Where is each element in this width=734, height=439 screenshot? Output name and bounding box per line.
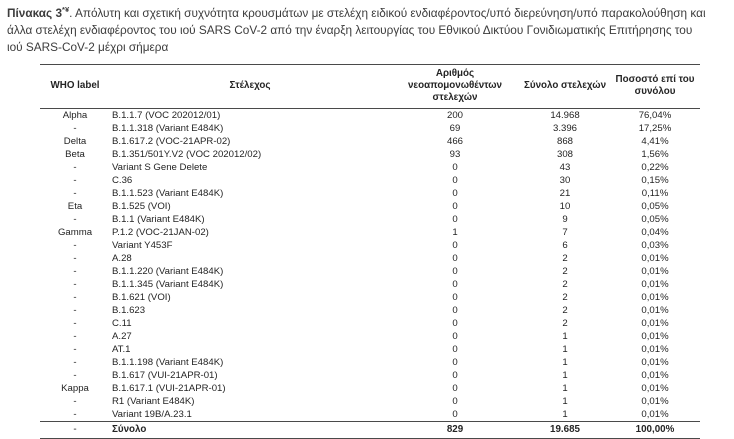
cell-new-count: 0 [452, 278, 458, 290]
cell-who: - [73, 408, 77, 420]
cell-new-count: 0 [452, 317, 458, 329]
cell-pct: 0,05% [641, 213, 669, 225]
table-row [40, 304, 700, 317]
cell-who: - [73, 252, 77, 264]
cell-new-count: 0 [452, 330, 458, 342]
table-total-row [40, 421, 700, 438]
cell-who: - [73, 317, 77, 329]
cell-strain: B.1.623 [112, 304, 146, 316]
cell-who: Eta [67, 200, 83, 212]
cell-who: - [73, 174, 77, 186]
cell-who: - [73, 239, 77, 251]
cell-who: - [73, 187, 77, 199]
cell-pct: 0,01% [641, 291, 669, 303]
cell-new-count: 0 [452, 161, 458, 173]
total-label: Σύνολο [110, 421, 390, 438]
cell-pct: 0,04% [641, 226, 669, 238]
cell-who: - [73, 265, 77, 277]
header-who-label: WHO label [40, 65, 110, 109]
cell-pct: 17,25% [638, 122, 672, 134]
cell-total-count: 1 [562, 356, 568, 368]
cell-total-count: 308 [556, 148, 573, 160]
table-row [40, 122, 700, 135]
cell-pct: 0,01% [641, 252, 669, 264]
table-row [40, 161, 700, 174]
cell-pct: 0,01% [641, 304, 669, 316]
cell-pct: 0,22% [641, 161, 669, 173]
cell-new-count: 0 [452, 239, 458, 251]
cell-new-count: 0 [452, 369, 458, 381]
cell-total-count: 1 [562, 343, 568, 355]
cell-strain: Variant 19B/A.23.1 [112, 408, 192, 420]
cell-new-count: 0 [452, 382, 458, 394]
table-row [40, 343, 700, 356]
cell-who: - [73, 395, 77, 407]
cell-pct: 0,01% [641, 369, 669, 381]
table-row [40, 265, 700, 278]
cell-who: - [73, 330, 77, 342]
cell-strain: B.1.1.198 (Variant E484K) [112, 356, 224, 368]
cell-new-count: 0 [452, 304, 458, 316]
cell-pct: 0,01% [641, 395, 669, 407]
cell-who: Delta [63, 135, 87, 147]
cell-strain: B.1.351/501Y.V2 (VOC 202012/02) [112, 148, 262, 160]
cell-total-count: 21 [559, 187, 571, 199]
table-row [40, 148, 700, 161]
document-title [0, 0, 734, 56]
table-row [40, 200, 700, 213]
cell-pct: 0,05% [641, 200, 669, 212]
cell-strain: B.1.617 (VUI-21APR-01) [112, 369, 218, 381]
cell-pct: 0,01% [641, 330, 669, 342]
cell-total-count: 1 [562, 369, 568, 381]
cell-strain: B.1.1.523 (Variant E484K) [112, 187, 224, 199]
cell-new-count: 0 [452, 252, 458, 264]
table-row [40, 226, 700, 239]
cell-strain: A.28 [112, 252, 132, 264]
header-percent-of-total: Ποσοστό επί του συνόλου [610, 65, 700, 109]
table-row [40, 369, 700, 382]
cell-strain: B.1.1.7 (VOC 202012/01) [112, 109, 221, 121]
table-body [40, 108, 700, 421]
total-percent: 100,00% [610, 421, 700, 438]
table-row [40, 395, 700, 408]
cell-who: Kappa [61, 382, 89, 394]
cell-pct: 0,03% [641, 239, 669, 251]
cell-strain: C.11 [112, 317, 132, 329]
variant-frequency-table [40, 64, 700, 439]
cell-pct: 0,15% [641, 174, 669, 186]
title-superscript: *¥ [62, 5, 70, 15]
table-row [40, 291, 700, 304]
cell-strain: R1 (Variant E484K) [112, 395, 195, 407]
cell-pct: 0,01% [641, 356, 669, 368]
cell-strain: B.1.1.318 (Variant E484K) [112, 122, 224, 134]
header-strain: Στέλεχος [110, 65, 390, 109]
cell-new-count: 93 [449, 148, 461, 160]
cell-new-count: 0 [452, 213, 458, 225]
cell-who: - [73, 278, 77, 290]
title-line-3: ιού SARS-CoV-2 μέχρι σήμερα [7, 40, 169, 54]
cell-new-count: 0 [452, 291, 458, 303]
cell-total-count: 868 [556, 135, 573, 147]
table-row [40, 408, 700, 422]
table-row [40, 187, 700, 200]
total-strain-count: 19.685 [520, 421, 610, 438]
cell-pct: 76,04% [638, 109, 672, 121]
title-line-2: άλλα στελέχη ενδιαφέροντος του ιού SARS CoV-2 από την έναρξη λειτουργίας του Εθνικού Δικτύου Γονιδιωματικής Επιτήρησης του [7, 23, 693, 37]
table-row [40, 278, 700, 291]
cell-strain: P.1.2 (VOC-21JAN-02) [112, 226, 209, 238]
cell-who: - [73, 304, 77, 316]
cell-new-count: 0 [452, 395, 458, 407]
cell-new-count: 466 [446, 135, 463, 147]
cell-new-count: 0 [452, 187, 458, 199]
cell-strain: B.1.525 (VOI) [112, 200, 171, 212]
cell-total-count: 6 [562, 239, 568, 251]
cell-total-count: 3.396 [552, 122, 577, 134]
cell-total-count: 30 [559, 174, 571, 186]
cell-strain: B.1.617.2 (VOC-21APR-02) [112, 135, 231, 147]
cell-total-count: 1 [562, 330, 568, 342]
cell-strain: Variant Y453F [112, 239, 173, 251]
cell-total-count: 2 [562, 317, 568, 329]
cell-total-count: 2 [562, 252, 568, 264]
cell-who: - [73, 343, 77, 355]
cell-new-count: 0 [452, 408, 458, 420]
cell-new-count: 69 [449, 122, 461, 134]
cell-who: Gamma [57, 226, 93, 238]
cell-who: Beta [65, 148, 85, 160]
cell-new-count: 200 [446, 109, 463, 121]
table-row [40, 317, 700, 330]
table-row [40, 252, 700, 265]
table-row [40, 356, 700, 369]
cell-total-count: 2 [562, 291, 568, 303]
cell-strain: AT.1 [112, 343, 131, 355]
cell-pct: 0,01% [641, 408, 669, 420]
cell-new-count: 0 [452, 265, 458, 277]
total-who-label: - [40, 421, 110, 438]
total-new-count: 829 [390, 421, 520, 438]
cell-strain: B.1.1.345 (Variant E484K) [112, 278, 224, 290]
table-row [40, 239, 700, 252]
cell-new-count: 0 [452, 200, 458, 212]
table-row [40, 213, 700, 226]
cell-pct: 0,01% [641, 382, 669, 394]
table-row [40, 382, 700, 395]
cell-strain: B.1.1.220 (Variant E484K) [112, 265, 224, 277]
table-row [40, 108, 700, 122]
cell-total-count: 43 [559, 161, 571, 173]
cell-strain: B.1.621 (VOI) [112, 291, 171, 303]
cell-pct: 1,56% [641, 148, 669, 160]
cell-pct: 0,01% [641, 278, 669, 290]
cell-new-count: 0 [452, 174, 458, 186]
cell-who: - [73, 369, 77, 381]
table-row [40, 330, 700, 343]
cell-who: - [73, 356, 77, 368]
cell-pct: 0,01% [641, 317, 669, 329]
cell-new-count: 0 [452, 356, 458, 368]
cell-pct: 0,01% [641, 265, 669, 277]
cell-total-count: 2 [562, 278, 568, 290]
cell-strain: B.1.1 (Variant E484K) [112, 213, 205, 225]
cell-new-count: 0 [452, 343, 458, 355]
cell-pct: 0,01% [641, 343, 669, 355]
cell-pct: 4,41% [641, 135, 669, 147]
cell-total-count: 2 [562, 265, 568, 277]
table-row [40, 135, 700, 148]
cell-total-count: 14.968 [550, 109, 580, 121]
header-newly-isolated-count: Αριθμός νεοαπομονωθέντων στελεχών [390, 65, 520, 109]
cell-strain: B.1.617.1 (VUI-21APR-01) [112, 382, 226, 394]
cell-who: Alpha [62, 109, 88, 121]
cell-total-count: 10 [559, 200, 571, 212]
table-row [40, 174, 700, 187]
table-header-row [40, 65, 700, 109]
table-number-label: Πίνακας 3 [7, 6, 63, 20]
cell-total-count: 1 [562, 395, 568, 407]
cell-total-count: 1 [562, 382, 568, 394]
cell-who: - [73, 213, 77, 225]
header-total-strains: Σύνολο στελεχών [520, 65, 610, 109]
cell-strain: C.36 [112, 174, 133, 186]
cell-who: - [73, 122, 77, 134]
cell-who: - [73, 291, 77, 303]
cell-strain: A.27 [112, 330, 132, 342]
cell-total-count: 2 [562, 304, 568, 316]
title-line-1 [7, 5, 734, 22]
cell-who: - [73, 161, 77, 173]
cell-total-count: 1 [562, 408, 568, 420]
cell-pct: 0,11% [641, 187, 669, 199]
cell-total-count: 9 [562, 213, 568, 225]
cell-total-count: 7 [562, 226, 568, 238]
cell-strain: Variant S Gene Delete [112, 161, 208, 173]
title-line-1-text: . Απόλυτη και σχετική συχνότητα κρουσμάτων με στελέχη ειδικού ενδιαφέροντος/υπό διερεύνηση/υπό παρακολούθηση και [69, 6, 706, 20]
cell-new-count: 1 [452, 226, 458, 238]
